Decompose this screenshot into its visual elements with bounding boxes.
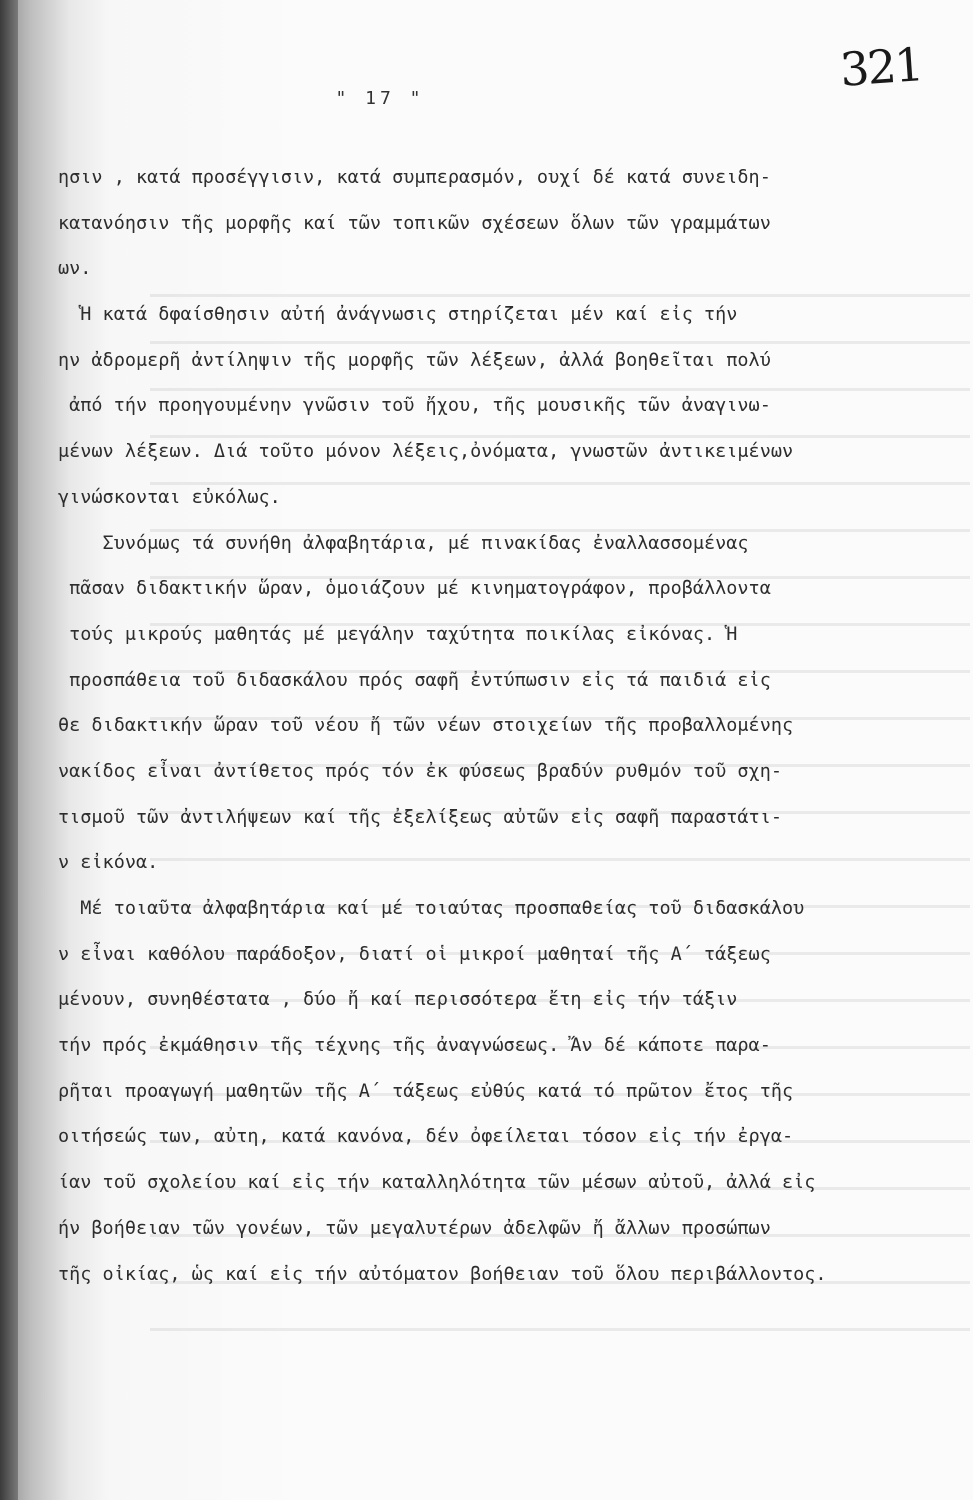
text-line: τῆς οἰκίας, ὡς καί εἰς τήν αὐτόματον βοήθειαν τοῦ ὅλου περιβάλλοντος. — [58, 1263, 827, 1285]
text-line: οιτήσεώς των, αὐτη, κατά κανόνα, δέν ὀφείλεται τόσον εἰς τήν ἐργα- — [58, 1126, 794, 1148]
handwritten-folio-number: 321 — [838, 37, 924, 97]
text-line: μένων λέξεων. Διά τοῦτο μόνον λέξεις,ὀνόματα, γνωστῶν ἀντικειμένων — [58, 441, 794, 463]
text-line: κατανόησιν τῆς μορφῆς καί τῶν τοπικῶν σχέσεων ὅλων τῶν γραμμάτων — [58, 212, 771, 234]
text-line: Ἡ κατά δφαίσθησιν αὐτή ἀνάγνωσις στηρίζεται μέν καί εἰς τήν — [58, 304, 738, 326]
text-line: Συνόμως τά συνήθη ἀλφαβητάρια, μέ πινακίδας ἐναλλασσομένας — [58, 532, 749, 554]
text-line: ων. — [58, 258, 92, 280]
page-binding-shadow — [0, 0, 18, 1500]
text-line: τισμοῦ τῶν ἀντιλήψεων καί τῆς ἐξελίξεως αὐτῶν εἰς σαφῆ παραστάτι- — [58, 806, 782, 828]
text-line: νακίδος εἶναι ἀντίθετος πρός τόν ἐκ φύσεως βραδύν ρυθμόν τοῦ σχη- — [58, 760, 782, 782]
text-line: μένουν, συνηθέστατα , δύο ἤ καί περισσότερα ἔτη εἰς τήν τάξιν — [58, 989, 738, 1011]
text-line: ην ἀδρομερῆ ἀντίληψιν τῆς μορφῆς τῶν λέξεων, ἀλλά βοηθεῖται πολύ — [58, 349, 771, 371]
text-line: τούς μικρούς μαθητάς μέ μεγάλην ταχύτητα ποικίλας εἰκόνας. Ἡ — [58, 623, 738, 645]
page-number: " 17 " — [335, 88, 425, 109]
text-line: πᾶσαν διδακτικήν ὥραν, ὁμοιάζουν μέ κινηματογράφον, προβάλλοντα — [58, 578, 771, 600]
text-line: ν εἶναι καθόλου παράδοξον, διατί οἱ μικροί μαθηταί τῆς Α΄ τάξεως — [58, 943, 771, 965]
text-line: γινώσκονται εὐκόλως. — [58, 486, 281, 508]
text-line: ήν βοήθειαν τῶν γονέων, τῶν μεγαλυτέρων ἀδελφῶν ἤ ἄλλων προσώπων — [58, 1217, 771, 1239]
text-line: ίαν τοῦ σχολείου καί εἰς τήν καταλληλότητα τῶν μέσων αὐτοῦ, ἀλλά εἰς — [58, 1172, 816, 1194]
body-text — [58, 155, 970, 1297]
text-line: τήν πρός ἐκμάθησιν τῆς τέχνης τῆς ἀναγνώσεως. Ἄν δέ κάποτε παρα- — [58, 1035, 771, 1057]
text-line: προσπάθεια τοῦ διδασκάλου πρός σαφῆ ἐντύπωσιν εἰς τά παιδιά εἰς — [58, 669, 771, 691]
text-line: θε διδακτικήν ὥραν τοῦ νέου ἤ τῶν νέων στοιχείων τῆς προβαλλομένης — [58, 715, 794, 737]
text-line: ρῆται προαγωγή μαθητῶν τῆς Α΄ τάξεως εὐθύς κατά τό πρῶτον ἔτος τῆς — [58, 1080, 794, 1102]
text-line: Μέ τοιαῦτα ἀλφαβητάρια καί μέ τοιαύτας προσπαθείας τοῦ διδασκάλου — [58, 898, 805, 919]
text-line: ησιν , κατά προσέγγισιν, κατά συμπερασμόν, ουχί δέ κατά συνειδη- — [58, 167, 771, 188]
text-line: ν εἰκόνα. — [58, 852, 159, 874]
text-line: ἀπό τήν προηγουμένην γνῶσιν τοῦ ἤχου, τῆς μουσικῆς τῶν ἀναγινω- — [58, 395, 771, 417]
